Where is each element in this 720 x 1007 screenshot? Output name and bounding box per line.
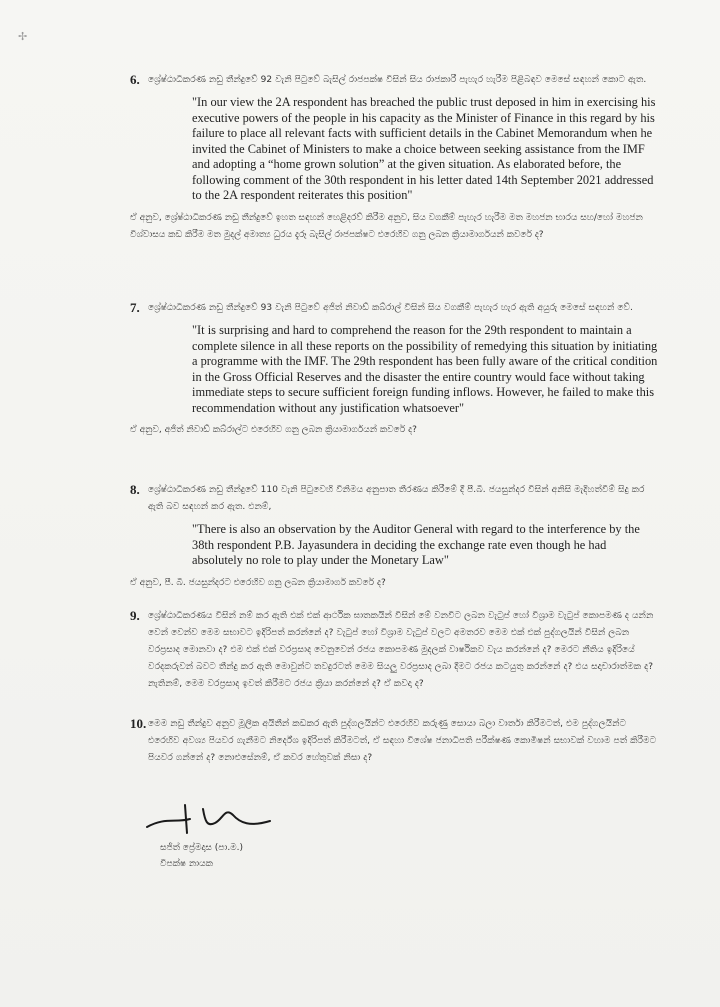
item-6: [130, 72, 660, 244]
item-question: ඒ අනුව, ශ්‍රේෂ්ඨාධිකරණ නඩු තීන්දුවේ ඉහත සඳහන් හෙළිදරව් කිරීම අනුව, සිය වගකීම් පැහැර හැරීම මත මහජන භාරය සහ/හෝ මහජන විශ්වාසය කඩ කිරීම මත මුදල් අමාත්‍ය ධුරය දැරූ බැසිල් රාජපක්ෂට එරෙහිව ගනු ලබන ක්‍රියාමාර්ගයන් කවරේ ද?: [130, 212, 643, 240]
item-intro: ශ්‍රේෂ්ඨාධිකරණය විසින් නම් කර ඇති එක් එක් ආර්ථික ඝාතකයින් විසින් මේ වනවිට ලබන වැටුප් හෝ විශ්‍රාම වැටුප් කොපමණ ද යන්න වෙන් වෙන්ව මෙම සභාවට ඉදිරිපත් කරන්නේ ද? වැටුප් හෝ විශ්‍රාම වැටුප් වලට අමතරව මෙම එක් එක් පුද්ගලයින් විසින් ලබන වරප්‍රසාද මොනවා ද? එම එක් එක් වරප්‍රසාද වෙනුවෙන් රජය කොපමණ මුදලක් වාර්ෂිකව වැය කරන්නේ ද? මෙරට නීතිය ඉදිරියේ වරදකරුවන් බවට තීන්දු කර ඇති මොවුන්ට තවදුරටත් මෙම සියලු වරප්‍රසාද ලබා දීමට රජය කටයුතු කරන්නේ ද? එය සදාචාරාත්මක ද? නැතිනම්, මෙම වරප්‍රසාද ඉවත් කිරීමට රජය ක්‍රියා කරන්නේ ද? ඒ කවදා ද?: [148, 611, 654, 689]
signatory-name: සජිත් ප්‍රේමදාස (පා.ම.): [160, 843, 244, 853]
signatory-block: [160, 840, 243, 872]
item-quote: "In our view the 2A respondent has breached the public trust deposed in him in exercising his executive powers of the people in his capacity as the Minister of Finance in this regard by his failure to place all relevant facts with sufficient details in the Cabinet Memorandum when he invited the Cabinet of Ministers to make a choice between seeking assistance from the IMF and adopting a “home grown solution” at the given situation. As elaborated before, the following comment of the 30th respondent in his letter dated 14th September 2021 addressed to the 2A respondent reiterates this position": [192, 95, 656, 202]
item-number: 6.: [130, 72, 140, 87]
item-question: ඒ අනුව, අජිත් නිවාඩ් කබ්රාල්ට එරෙහිව ගනු ලබන ක්‍රියාමාර්ගයන් කවරේ ද?: [130, 425, 417, 435]
item-10: [130, 716, 660, 767]
item-intro: ශ්‍රේෂ්ඨාධිකරණ නඩු තීන්දුවේ 93 වැනි පිටුවේ අජිත් නිවාඩ් කබ්රාල් විසින් සිය වගකීම් පැහැර හැර ඇති අයුරු මෙසේ සඳහන් වේ.: [148, 303, 633, 313]
scan-mark: ✢: [18, 31, 28, 43]
item-intro: මෙම නඩු තීන්දුව අනුව මූලික අයිතීන් කඩකර ඇති පුද්ගලයින්ට එරෙහිව කරුණු සොයා බලා වාර්තා කිරීමටත්, එම පුද්ගලයින්ට එරෙහිව අවශ්‍ය පියවර ගැනීමට නිර්දේශ ඉදිරිපත් කිරීමටත්, ඒ සඳහා විශේෂ ජනාධිපති පරීක්ෂණ කොමිෂන් සභාවක් වහාම පත් කිරීමට පියවර ගන්නේ ද? නොඑසේනම්, ඒ කවර හේතුවක් නිසා ද?: [148, 719, 657, 763]
item-intro: ශ්‍රේෂ්ඨාධිකරණ නඩු තීන්දුවේ 92 වැනි පිටුවේ බැසිල් රාජපක්ෂ විසින් සිය රාජකාරී පැහැර හැරීම පිළිබඳව මෙසේ සඳහන් කොට ඇත.: [148, 75, 647, 85]
item-9: [130, 608, 660, 693]
item-number: 10.: [130, 716, 147, 731]
item-number: 8.: [130, 482, 140, 497]
item-7: [130, 300, 660, 439]
item-number: 9.: [130, 608, 140, 623]
item-quote: "There is also an observation by the Auditor General with regard to the interference by the 38th respondent P.B. Jayasundera in deciding the exchange rate even though he had absolutely no role to play under the Monetary Law": [192, 522, 640, 567]
handwritten-signature: [145, 797, 275, 837]
item-intro: ශ්‍රේෂ්ඨාධිකරණ නඩු තීන්දුවේ 110 වැනි පිටුවෙහි විනිමය අනුපාත තීරණය කිරීමේ දී පී.බී. ජයසුන්දර විසින් අනිසි මැදිහත්වීම් සිදු කර ඇති බව සඳහන් කර ඇත. එනම්,: [148, 485, 645, 512]
item-number: 7.: [130, 300, 140, 315]
item-quote: "It is surprising and hard to comprehend the reason for the 29th respondent to maintain a complete silence in all these reports on the possibility of remedying this situation by initiating a programme with the IMF. The 29th respondent has been fully aware of the critical condition in the Gross Official Reserves and the disaster the entire country would face without taking immediate steps to secure sufficient foreign funding inflows. However, he failed to make this recommendation without any justification whatsoever": [192, 323, 658, 415]
item-question: ඒ අනුව, පී. බී. ජයසුන්දරට එරෙහිව ගනු ලබන ක්‍රියාමාර්ග කවරේ ද?: [130, 577, 386, 588]
signatory-title: විපක්ෂ නායක: [160, 859, 213, 869]
item-8: [130, 482, 660, 592]
